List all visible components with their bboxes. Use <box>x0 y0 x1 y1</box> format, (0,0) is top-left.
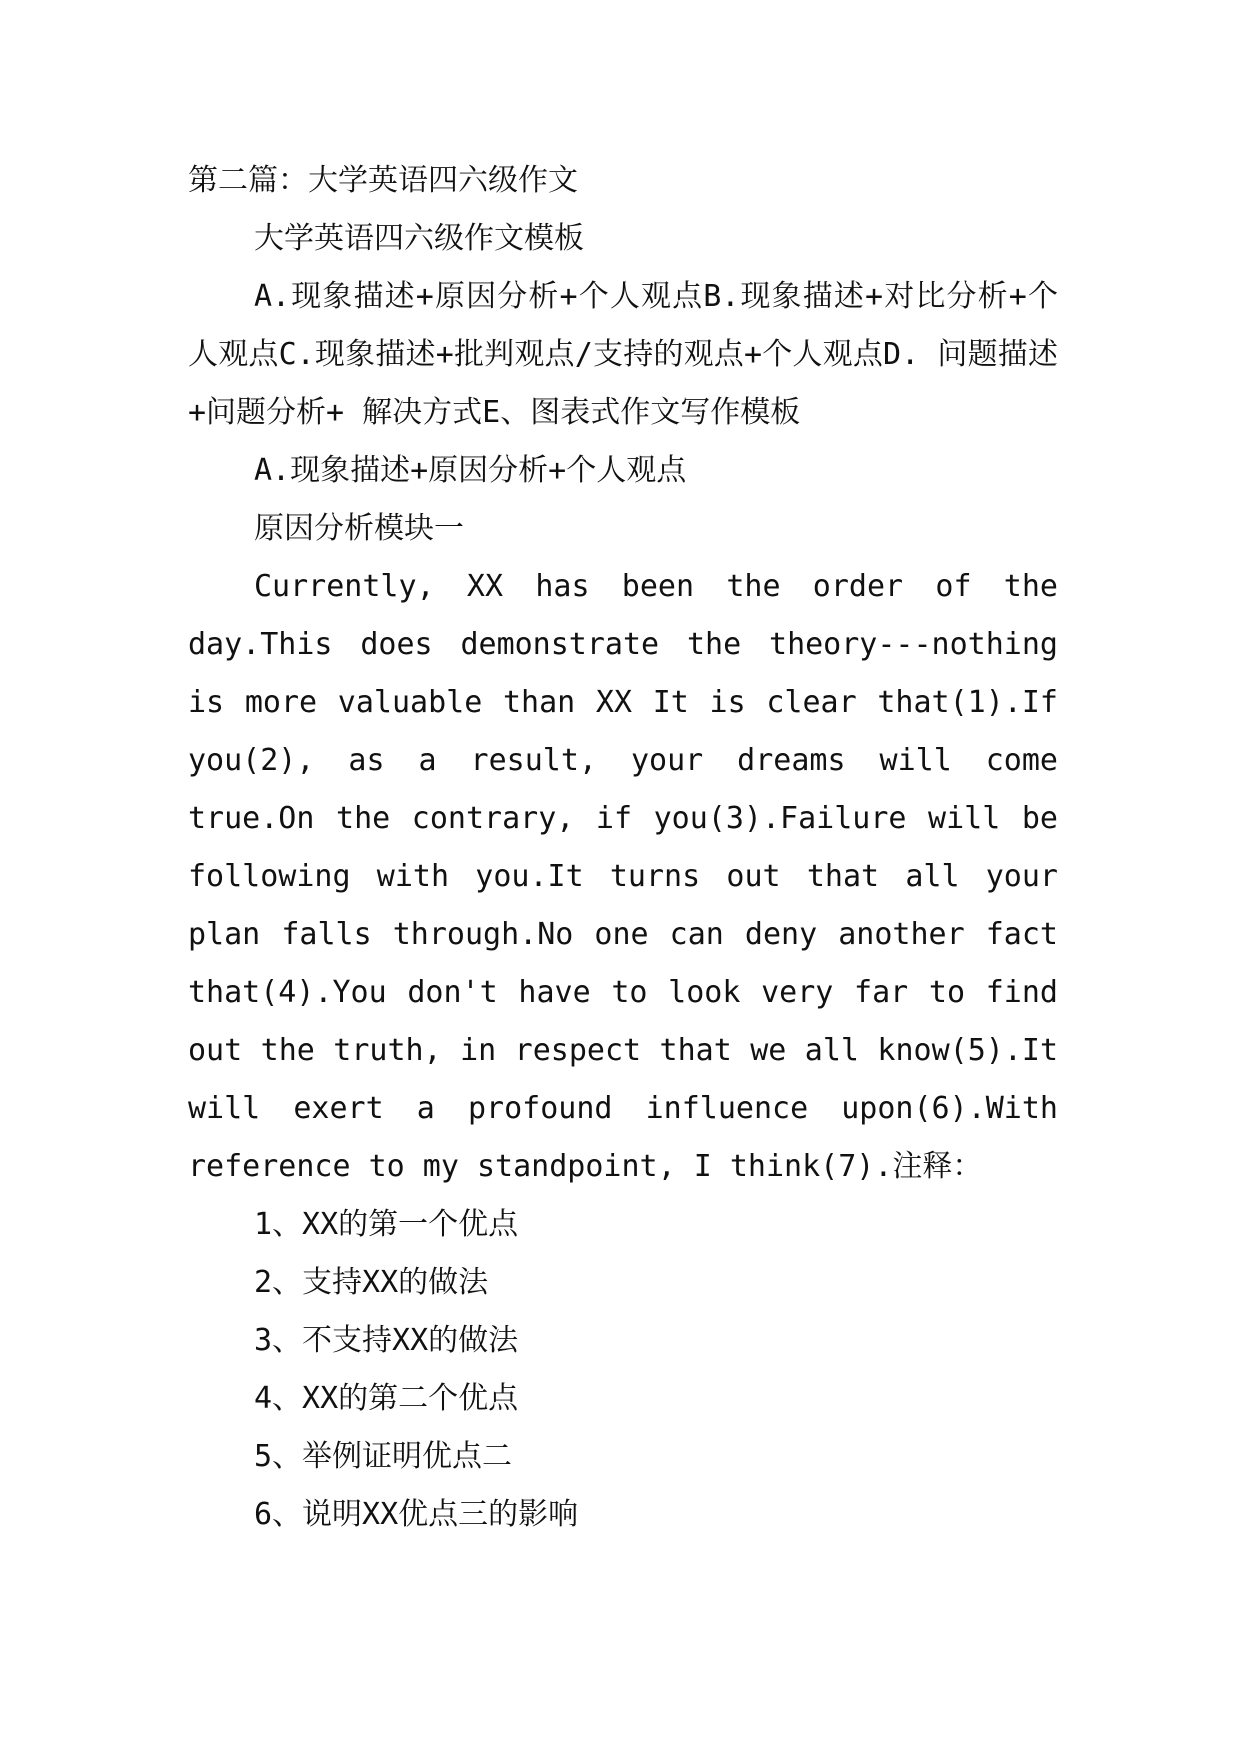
document-body <box>188 152 1058 1544</box>
note-item: 2、支持XX的做法 <box>254 1265 489 1300</box>
essay-template-paragraph: Currently, XX has been the order of the day.This does demonstrate the theory---nothing is more valuable than XX It is clear that(1).If you(2), as a result, your dreams will come true.On the contrary, if you(3).Failure will be following with you.It turns out that all your plan falls through.No one can deny another fact that(4).You don't have to look very far to find out the truth, in respect that we all know(5).It will exert a profound influence upon(6).With reference to my standpoint, I think(7).注释： <box>188 569 1058 1184</box>
note-item: 5、举例证明优点二 <box>254 1439 513 1474</box>
note-item: 4、XX的第二个优点 <box>254 1381 519 1416</box>
types-overview-paragraph: A.现象描述+原因分析+个人观点B.现象描述+对比分析+个人观点C.现象描述+批判观点/支持的观点+个人观点D. 问题描述+问题分析+ 解决方式E、图表式作文写作模板 <box>188 279 1058 430</box>
note-item: 6、说明XX优点三的影响 <box>254 1497 579 1532</box>
note-item: 3、不支持XX的做法 <box>254 1323 519 1358</box>
module-heading: 原因分析模块一 <box>254 511 464 546</box>
type-a-heading: A.现象描述+原因分析+个人观点 <box>254 453 687 488</box>
notes-list <box>188 1196 1058 1544</box>
note-item: 1、XX的第一个优点 <box>254 1207 519 1242</box>
template-title: 大学英语四六级作文模板 <box>254 221 584 256</box>
section-title: 第二篇：大学英语四六级作文 <box>188 163 578 198</box>
